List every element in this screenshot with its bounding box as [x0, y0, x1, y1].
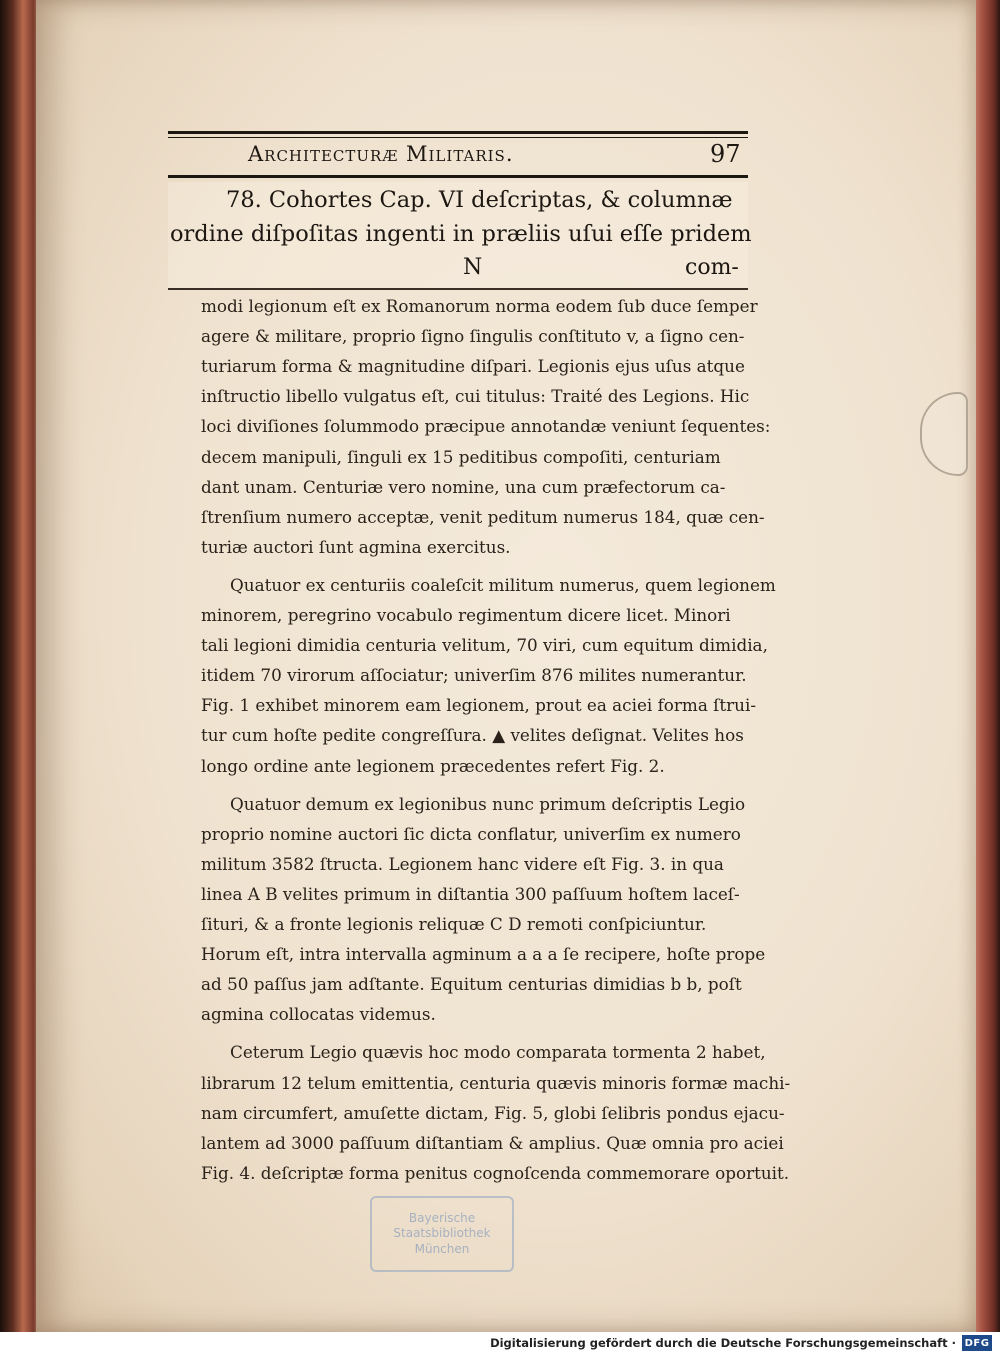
- body-line: tali legioni dimidia centuria velitum, 70 viri, cum equitum dimidia,: [201, 635, 768, 656]
- signature-mark: N: [463, 255, 483, 280]
- slip-fold-line: [168, 288, 748, 290]
- body-line: librarum 12 telum emittentia, centuria quævis minoris formæ machi-: [201, 1072, 791, 1093]
- body-line: lantem ad 3000 paſſuum diſtantiam & amplius. Quæ omnia pro aciei: [201, 1132, 784, 1153]
- body-line: Ceterum Legio quævis hoc modo comparata tormenta 2 habet,: [230, 1042, 766, 1063]
- footer-credit: Digitalisierung gefördert durch die Deutsche Forschungsgemeinschaft ·: [490, 1336, 956, 1350]
- body-line: turiæ auctori ſunt agmina exercitus.: [201, 536, 511, 557]
- header-rule-bottom: [168, 175, 748, 178]
- body-line: Fig. 1 exhibet minorem eam legionem, prout ea aciei forma ſtrui-: [201, 695, 756, 716]
- body-line: dant unam. Centuriæ vero nomine, una cum præfectorum ca-: [201, 476, 726, 497]
- header-rule: [168, 131, 748, 134]
- slip-line: ordine diſpoſitas ingenti in præliis uſui eſſe pridem: [170, 221, 752, 247]
- slip-line: 78. Cohortes Cap. VI deſcriptas, & columnæ: [226, 187, 733, 213]
- body-line: loci diviſiones ſolummodo præcipue annotandæ veniunt ſequentes:: [201, 416, 771, 437]
- body-line: tur cum hoſte pedite congreſſura. ▲ velites deſignat. Velites hos: [201, 725, 744, 746]
- body-line: linea A B velites primum in diſtantia 300 paſſuum hoſtem laceſ-: [201, 883, 740, 904]
- body-line: ſituri, & a fronte legionis reliquæ C D remoti conſpiciuntur.: [201, 914, 707, 934]
- body-line: inſtructio libello vulgatus eſt, cui titulus: Traité des Legions. Hic: [201, 386, 750, 407]
- body-line: proprio nomine auctori ſic dicta conflatur, univerſim ex numero: [201, 823, 741, 844]
- body-line: ad 50 paſſus jam adſtante. Equitum centurias dimidias b b, poſt: [201, 974, 742, 995]
- library-stamp: [370, 1196, 514, 1272]
- body-line: militum 3582 ſtructa. Legionem hanc videre eſt Fig. 3. in qua: [201, 853, 724, 874]
- body-line: Quatuor ex centuriis coaleſcit militum numerus, quem legionem: [230, 574, 776, 595]
- header-rule-thin: [168, 137, 748, 138]
- body-line: Horum eſt, intra intervalla agminum a a a ſe recipere, hoſte prope: [201, 944, 766, 965]
- body-line: nam circumfert, amuſette dictam, Fig. 5, globi ſelibris pondus ejacu-: [201, 1102, 785, 1123]
- body-line: Fig. 4. deſcriptæ forma penitus cognoſcenda commemorare oportuit.: [201, 1162, 790, 1183]
- running-head: Architecturæ Militaris.: [248, 142, 514, 166]
- catchword: com-: [685, 255, 739, 280]
- stamp-line: München: [414, 1241, 470, 1256]
- body-line: modi legionum eſt ex Romanorum norma eodem ſub duce ſemper: [201, 296, 758, 316]
- body-line: minorem, peregrino vocabulo regimentum dicere licet. Minori: [201, 605, 731, 625]
- body-line: decem manipuli, ſinguli ex 15 peditibus compoſiti, centuriam: [201, 446, 721, 467]
- body-line: ſtrenſium numero acceptæ, venit peditum numerus 184, quæ cen-: [201, 506, 765, 527]
- body-line: Quatuor demum ex legionibus nunc primum deſcriptis Legio: [230, 793, 746, 814]
- body-line: itidem 70 virorum aſſociatur; univerſim 876 milites numerantur.: [201, 665, 747, 686]
- stamp-line: Staatsbibliothek: [393, 1226, 491, 1241]
- dfg-logo: DFG: [962, 1335, 992, 1351]
- body-line: turiarum forma & magnitudine diſpari. Legionis ejus uſus atque: [201, 356, 745, 377]
- body-line: agere & militare, proprio ſigno ſingulis conſtituto v, a ſigno cen-: [201, 326, 745, 347]
- body-line: agmina collocatas videmus.: [201, 1004, 436, 1025]
- body-line: longo ordine ante legionem præcedentes refert Fig. 2.: [201, 755, 665, 776]
- stamp-line: Bayerische: [408, 1210, 476, 1225]
- page-number: 97: [710, 140, 741, 168]
